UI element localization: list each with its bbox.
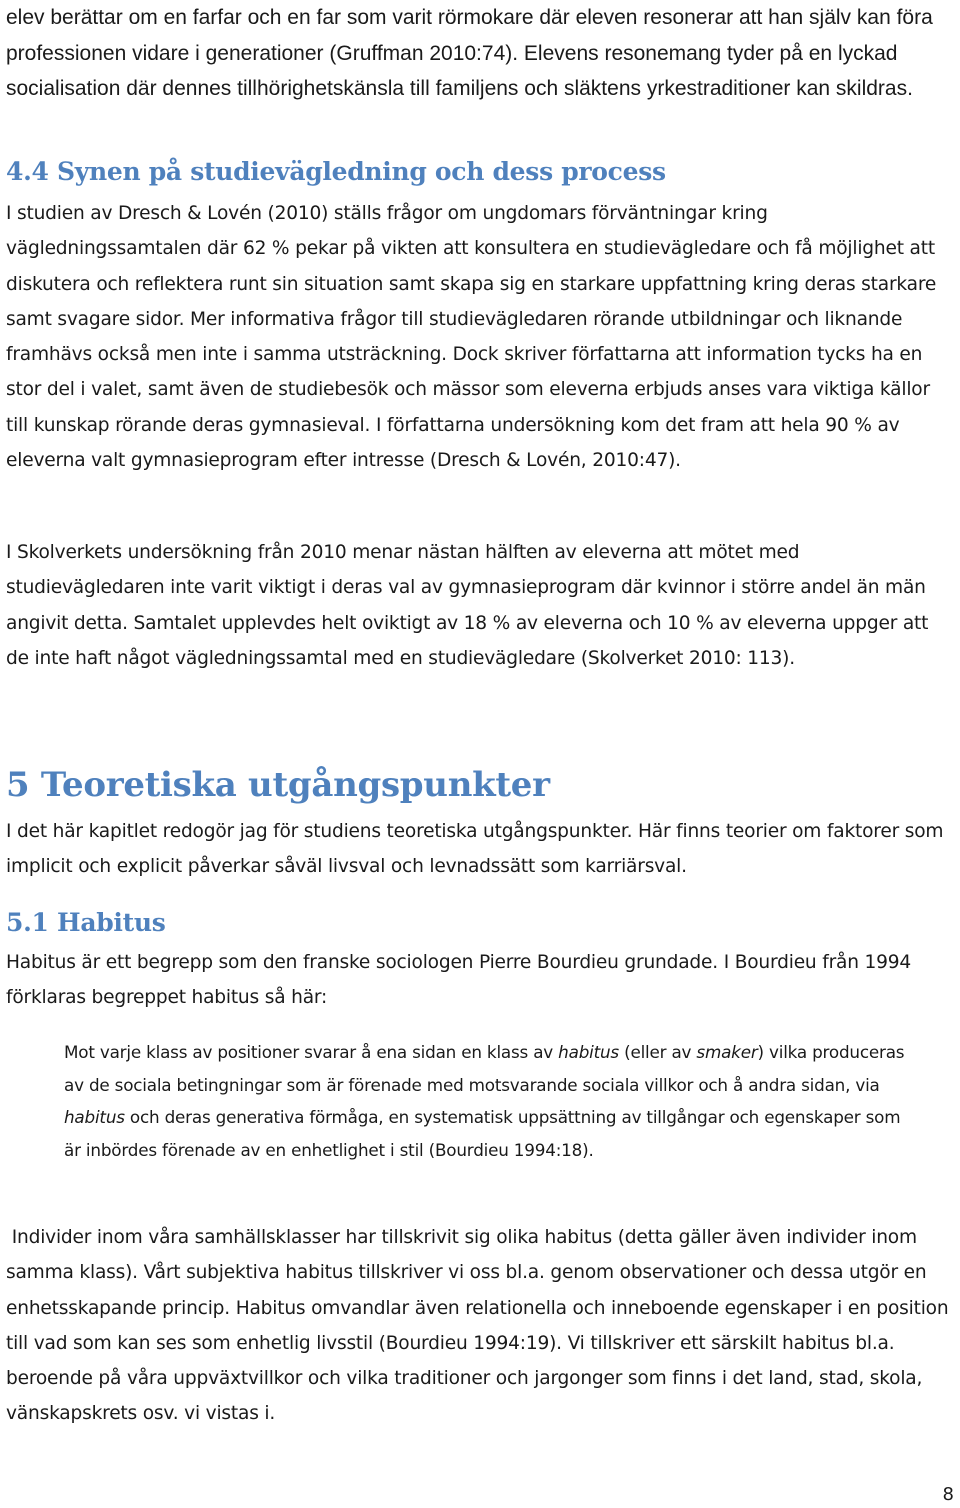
block-quote [64,1036,914,1166]
quote-text: och deras generativa förmåga, en systematisk uppsättning av tillgångar och egenskaper som är inbördes förenade av en enhetlighet i stil (Bourdieu 1994:18). [64,1107,901,1160]
section-4-4-paragraph-2: I Skolverkets undersökning från 2010 menar nästan hälften av eleverna att mötet med studievägledaren inte varit viktigt i deras val av gymnasieprogram där kvinnor i större andel än män angivit detta. Samtalet upplevdes helt oviktigt av 18 % av eleverna och 10 % av eleverna uppger att de inte haft något vägledningssamtal med en studievägledare (Skolverket 2010: 113). [6,542,929,669]
quote-italic-term: habitus [64,1107,125,1128]
intro-paragraph: elev berättar om en farfar och en far som varit rörmokare där eleven resonerar att han själv kan föra professionen vidare i generationer (Gruffman 2010:74). Elevens resonemang tyder på en lyckad socialisation där dennes tillhörighetskänsla till familjens och släktens yrkestraditioner kan skildras. [6,6,933,100]
quote-italic-term: habitus [558,1042,619,1062]
quote-italic-term: smaker [696,1042,758,1062]
section-5-heading: 5 Teoretiska utgångspunkter [6,765,550,805]
section-5-1-heading: 5.1 Habitus [6,908,166,937]
page-number: 8 [942,1484,954,1505]
quote-text: ) vilka produceras av de sociala betingningar som är förenade med motsvarande sociala villkor och å andra sidan, via [64,1042,905,1095]
quote-text: (eller av [618,1042,697,1062]
section-5-1-paragraph-2: Individer inom våra samhällsklasser har tillskrivit sig olika habitus (detta gäller även individer inom samma klass). Vårt subjektiva habitus tillskriver vi oss bl.a. genom observationer och dessa utgör en enhetsskapande princip. Habitus omvandlar även relationella och inneboende egenskaper i en position till vad som kan ses som enhetlig livsstil (Bourdieu 1994:19). Vi tillskriver ett särskilt habitus bl.a. beroende på våra uppväxtvillkor och vilka traditioner och jargonger som finns i det land, stad, skola, vänskapskrets osv. vi vistas i. [6,1227,955,1425]
quote-text: Mot varje klass av positioner svarar å ena sidan en klass av [64,1042,559,1062]
section-4-4-paragraph-1: I studien av Dresch & Lovén (2010) ställs frågor om ungdomars förväntningar kring vägledningssamtalen där 62 % pekar på vikten att konsultera en studievägledare och få möjlighet att diskutera och reflektera runt sin situation samt skapa sig en starkare uppfattning kring deras starkare samt svagare sidor. Mer informativa frågor till studievägledaren rörande utbildningar och liknande framhävs också men inte i samma utsträckning. Dock skriver författarna att information tycks ha en stor del i valet, samt även de studiebesök och mässor som eleverna erbjuds anses vara viktiga källor till kunskap rörande deras gymnasieval. I författarna undersökning kom det fram att hela 90 % av eleverna valt gymnasieprogram efter intresse (Dresch & Lovén, 2010:47). [6,203,937,472]
section-5-paragraph: I det här kapitlet redogör jag för studiens teoretiska utgångspunkter. Här finns teorier om faktorer som implicit och explicit påverkar såväl livsval och levnadssätt som karriärsval. [6,821,944,878]
section-5-1-paragraph-1: Habitus är ett begrepp som den franske sociologen Pierre Bourdieu grundade. I Bourdieu från 1994 förklaras begreppet habitus så här: [6,952,912,1009]
section-4-4-heading: 4.4 Synen på studievägledning och dess process [6,157,666,186]
